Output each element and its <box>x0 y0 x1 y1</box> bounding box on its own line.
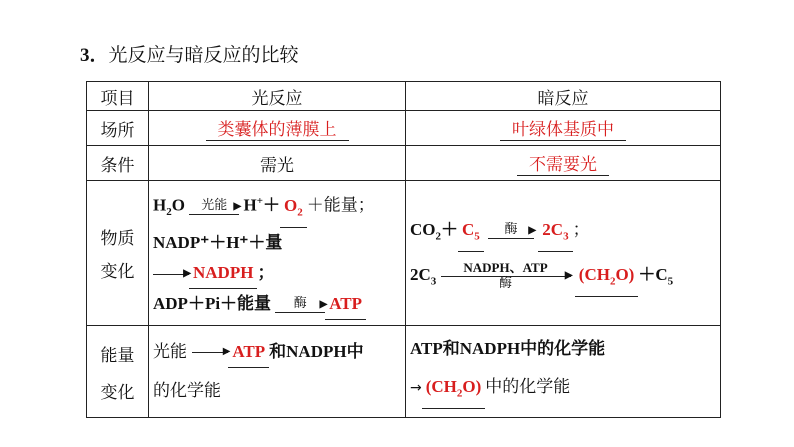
enzyme-arrow-light: 酶 ▶ <box>275 297 325 313</box>
header-dark: 暗反应 <box>406 82 721 111</box>
section-title <box>80 40 299 67</box>
dark-material <box>406 181 721 326</box>
header-light: 光反应 <box>149 82 406 111</box>
header-item: 项目 <box>87 82 149 111</box>
condition-label: 条件 <box>87 146 149 181</box>
energy-row <box>87 326 721 418</box>
section-number: 3． <box>80 45 109 66</box>
dark-energy-1: ATP和NADPH中的化学能 <box>410 338 606 358</box>
light-eq-3: ▶ NADPH ； <box>153 258 401 289</box>
place-label: 场所 <box>87 111 149 146</box>
place-row <box>87 111 721 146</box>
light-condition: 需光 <box>149 146 406 181</box>
dark-eq-2: $2C_3$ NADPH、ATP ▶ 酶 $(CH_2O) +C_5$ <box>410 260 716 297</box>
dark-condition-answer: 不需要光 <box>517 150 609 176</box>
material-label: 物质 变化 <box>87 181 149 326</box>
light-material <box>149 181 406 326</box>
comparison-table <box>86 81 721 418</box>
nadph-atp-arrow: NADPH、ATP ▶ 酶 <box>441 261 571 291</box>
light-energy-arrow: 光能 ▶ <box>189 199 239 215</box>
material-row <box>87 181 721 326</box>
dark-energy-2: → $(CH_2O)$ 中的化学能 <box>410 372 716 409</box>
dark-place-answer: 叶绿体基质中 <box>500 115 626 141</box>
light-energy <box>149 326 406 418</box>
header-row <box>87 82 721 111</box>
section-title-text: 光反应与暗反应的比较 <box>108 44 299 66</box>
energy-label: 能量 变化 <box>87 326 149 418</box>
light-energy-2: 的化学能 <box>153 381 221 401</box>
light-eq-2: NADP⁺＋H⁺＋量 <box>153 233 283 253</box>
dark-eq-1: $CO_2+ C_5$ 酶 ▶ $2C_3$ ； <box>410 215 716 252</box>
light-energy-1: 光能 ▶ ATP 和NADPH中 <box>153 337 401 368</box>
dark-energy <box>406 326 721 418</box>
light-eq-1: $H_2O$ 光能 ▶ $H^++ O_2$ ＋能量； <box>153 186 401 228</box>
light-eq-4: ADP＋Pi＋能量 酶 ▶ ATP <box>153 289 401 320</box>
light-place-answer: 类囊体的薄膜上 <box>206 115 349 141</box>
condition-row <box>87 146 721 181</box>
enzyme-arrow-dark: 酶 ▶ <box>488 223 534 239</box>
